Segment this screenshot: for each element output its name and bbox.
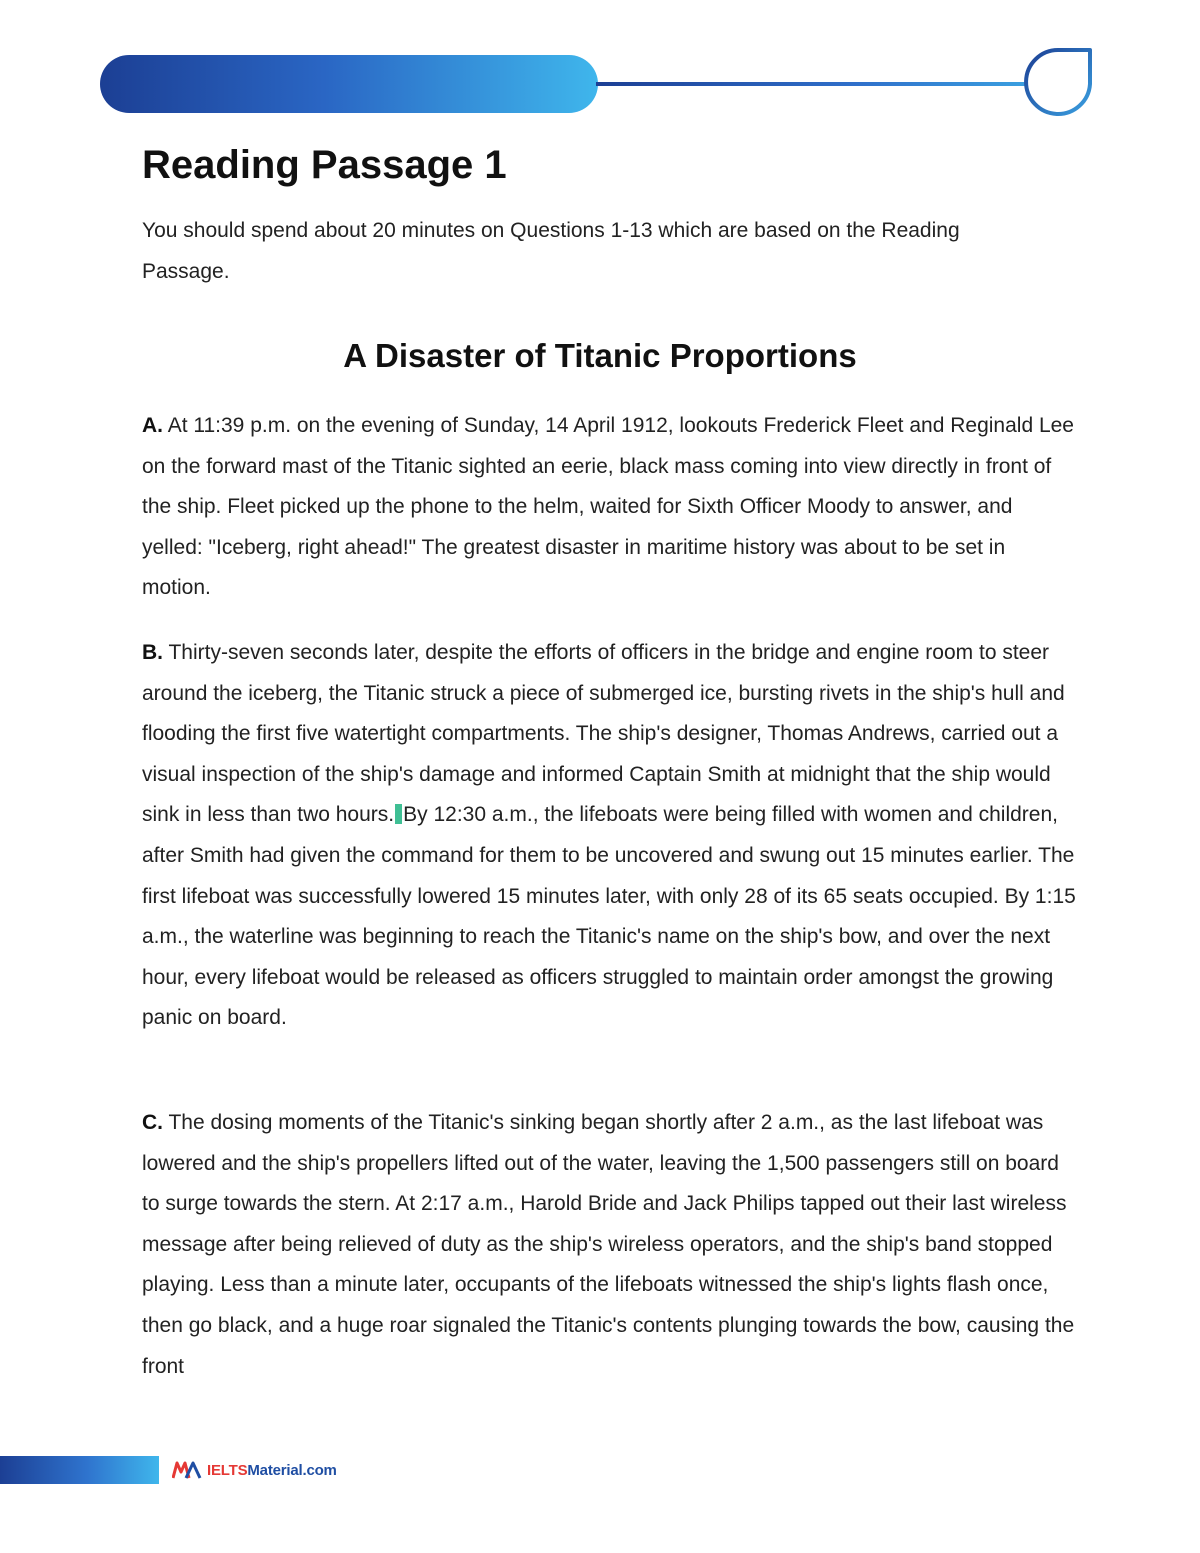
paragraph-letter: A. <box>142 414 163 437</box>
logo-text-ielts: IELTS <box>207 1461 248 1479</box>
paragraph-b <box>142 633 1077 1039</box>
paragraph-text-continued: By 12:30 a.m., the lifeboats were being filled with women and children, after Smith had given the command for them to be uncovered and swung out 15 minutes earlier. The first lifeboat was successfully lowered 15 minutes later, with only 28 of its 65 seats occupied. By 1:15 a.m., the waterline was beginning to reach the Titanic's name on the ship's bow, and over the next hour, every lifeboat would be released as officers struggled to maintain order amongst the growing panic on board. <box>142 803 1076 1030</box>
page-title: Reading Passage 1 <box>142 143 507 187</box>
instructions-text: You should spend about 20 minutes on Questions 1-13 which are based on the Reading Passage. <box>142 219 960 283</box>
paragraph-text: The dosing moments of the Titanic's sinking began shortly after 2 a.m., as the last lifeboat was lowered and the ship's propellers lifted out of the water, leaving the 1,500 passengers still on board to surge towards the stern. At 2:17 a.m., Harold Bride and Jack Philips tapped out their last wireless message after being relieved of duty as the ship's wireless operators, and the ship's band stopped playing. Less than a minute later, occupants of the lifeboats witnessed the ship's lights flash once, then go black, and a huge roar signaled the Titanic's contents plunging towards the bow, causing the front <box>142 1111 1075 1378</box>
footer-banner-bar <box>0 1456 159 1484</box>
paragraph-a <box>142 406 1077 609</box>
footer-logo[interactable] <box>172 1458 337 1482</box>
header-banner-line <box>596 82 1026 86</box>
paragraph-letter: B. <box>142 641 163 664</box>
header-drop-icon <box>1022 48 1092 118</box>
article-title: A Disaster of Titanic Proportions <box>343 337 857 374</box>
paragraph-letter: C. <box>142 1111 163 1134</box>
paragraph-c <box>142 1103 1077 1387</box>
paragraph-text: Thirty-seven seconds later, despite the efforts of officers in the bridge and engine room to steer around the iceberg, the Titanic struck a piece of submerged ice, bursting rivets in the ship's hull and flooding the first five watertight compartments. The ship's designer, Thomas Andrews, carried out a visual inspection of the ship's damage and informed Captain Smith at midnight that the ship would sink in less than two hours. <box>142 641 1065 827</box>
logo-text-material: Material.com <box>247 1461 337 1479</box>
header-banner-pill <box>100 55 598 113</box>
ielts-material-logo-icon <box>172 1460 202 1480</box>
paragraph-text: At 11:39 p.m. on the evening of Sunday, 14 April 1912, lookouts Frederick Fleet and Reginald Lee on the forward mast of the Titanic sighted an eerie, black mass coming into view directly in front of the ship. Fleet picked up the phone to the helm, waited for Sixth Officer Moody to answer, and yelled: "Iceberg, right ahead!" The greatest disaster in maritime history was about to be set in motion. <box>142 414 1074 600</box>
text-cursor <box>395 804 402 824</box>
